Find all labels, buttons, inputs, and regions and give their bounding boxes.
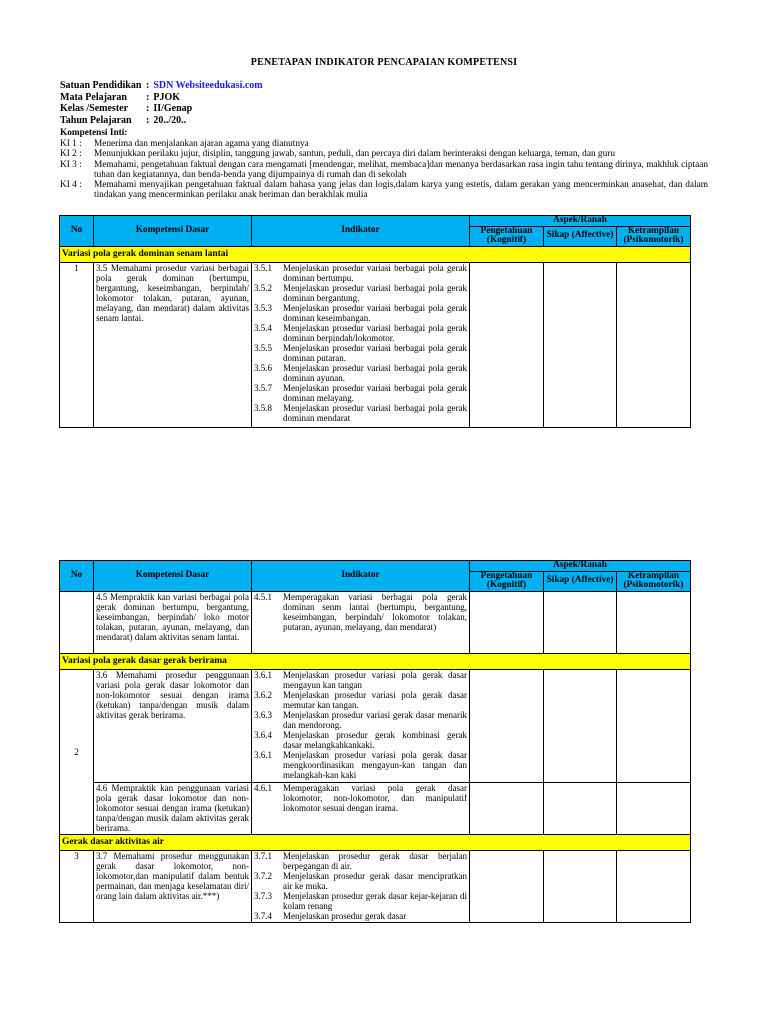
indikator-item <box>254 710 467 730</box>
ketrampilan-cell <box>617 850 691 922</box>
kd-cell: 4.6 Mempraktik kan penggunaan variasi pola gerak dasar lokomotor dan non-lokomotor sesuai dengan irama (ketukan) tanpa/dengan musik dalam aktivitas gerak berirama. <box>94 782 252 834</box>
ki-item <box>60 180 708 200</box>
indikator-item <box>254 363 467 383</box>
header-ketrampilan: Ketrampilan (Psikomotorik) <box>617 571 691 591</box>
indikator-number: 4.5.1 <box>254 591 272 602</box>
pengetahuan-cell <box>470 850 544 922</box>
kd-cell: 3.5 Memahami prosedur variasi berbagai pola gerak dominan (bertumpu, bergantung, keseimbangan, berpindah/ lokomotor tolakan, putaran, ayunan, melayang, dan mendarat) dalam aktivitas senam lantai. <box>94 262 252 427</box>
ki-item <box>60 139 708 149</box>
indikator-number: 3.5.4 <box>254 322 272 333</box>
header-aspek: Aspek/Ranah <box>470 561 691 572</box>
indikator-item <box>254 690 467 710</box>
indikator-number: 3.5.6 <box>254 362 272 373</box>
indikator-number: 3.5.1 <box>254 262 272 273</box>
indikator-text: Memperagakan variasi berbagai pola gerak dominan senm lantai (bertumpu, bergantung, keseimbangan, berpindah/ lokomotor tolakan, putaran, ayunan, melayang, dan mendarat) <box>283 591 467 632</box>
row-number <box>60 591 94 653</box>
indikator-number: 3.5.7 <box>254 382 272 393</box>
sikap-cell <box>544 591 617 653</box>
indikator-item <box>254 592 467 632</box>
info-row <box>60 115 263 127</box>
indikator-item <box>254 343 467 363</box>
kd-cell: 3.6 Memahami prosedur penggunaan variasi pola gerak dasar lokomotor dan non-lokomotor sesuai dengan irama (ketukan) tanpa/dengan musik dalam aktivitas gerak berirama. <box>94 669 252 782</box>
info-row <box>60 92 263 104</box>
row-number: 1 <box>60 262 94 427</box>
section-title: Variasi pola gerak dasar gerak berirama <box>60 653 691 669</box>
indikator-text: Menjelaskan prosedur variasi pola gerak dasar mengayun kan tangan <box>283 669 467 690</box>
header-kd: Kompetensi Dasar <box>94 216 252 247</box>
kompetensi-inti-block <box>60 128 708 200</box>
sikap-cell <box>544 669 617 782</box>
indikator-number: 3.5.3 <box>254 302 272 313</box>
indikator-number: 3.6.3 <box>254 709 272 720</box>
info-label: Satuan Pendidikan <box>60 80 142 91</box>
ki-code: KI 2 : <box>60 149 82 160</box>
indikator-text: Menjelaskan prosedur variasi berbagai pola gerak dominan melayang. <box>283 382 467 403</box>
row-number: 3 <box>60 850 94 922</box>
indikator-number: 3.5.8 <box>254 402 272 413</box>
row-number: 2 <box>60 669 94 834</box>
info-label: Mata Pelajaran <box>60 91 127 103</box>
indikator-text: Menjelaskan prosedur gerak dasar <box>283 910 407 921</box>
info-separator: : <box>146 114 150 126</box>
indikator-text: Menjelaskan prosedur gerak dasar kejar-kejaran di kolam renang <box>283 890 467 911</box>
pengetahuan-cell <box>470 669 544 782</box>
indikator-item <box>254 303 467 323</box>
ki-code: KI 1 : <box>60 139 82 150</box>
school-link[interactable]: SDN Websiteedukasi.com <box>153 80 263 91</box>
ki-text: Menunjukkan perilaku jujur, disiplin, tanggung jawab, santun, peduli, dan percaya diri dalam berinteraksi dengan keluarga, teman, dan guru <box>94 149 615 160</box>
header-pengetahuan: Pengetahuan (Kognitif) <box>470 226 544 246</box>
kd-cell: 3.7 Memahami prosedur menggunakan gerak dasar lokomotor, non-lokomotor,dan manipulatif dalam bentuk permainan, dan menjaga keselamatan diri/ orang lain dalam aktivitas air.***) <box>94 850 252 922</box>
indikator-item <box>254 670 467 690</box>
ki-text: Memahami menyajikan pengetahuan faktual dalam bahasa yang jelas dan logis,dalam karya yang estetis, dalam gerakan yang mencerminkan anasehat, dan dalam tindakan yang mencerminkan perilaku anak beriman dan berakhlak mulia <box>94 180 708 201</box>
indikator-text: Menjelaskan prosedur variasi berbagai pola gerak dominan mendarat <box>283 402 467 423</box>
sikap-cell <box>544 782 617 834</box>
header-sikap: Sikap (Affective) <box>544 571 617 591</box>
indikator-number: 3.6.2 <box>254 689 272 700</box>
indikator-cell <box>252 850 470 922</box>
indikator-cell <box>252 669 470 782</box>
indikator-text: Menjelaskan prosedur variasi gerak dasar menarik dan mendorong. <box>283 709 467 730</box>
header-kd: Kompetensi Dasar <box>94 561 252 592</box>
indikator-number: 3.5.2 <box>254 282 272 293</box>
indikator-text: Memperagakan variasi pola gerak dasar lokomotor, non-lokomotor, dan manipulatif lokomotor sesuai dengan irama. <box>283 782 467 813</box>
info-block <box>60 80 263 126</box>
info-row <box>60 80 263 92</box>
ketrampilan-cell <box>617 782 691 834</box>
header-ketrampilan: Ketrampilan (Psikomotorik) <box>617 226 691 246</box>
indikator-item <box>254 323 467 343</box>
indikator-number: 3.6.1 <box>254 669 272 680</box>
info-label: Tahun Pelajaran <box>60 114 132 126</box>
indikator-item <box>254 730 467 750</box>
indikator-item <box>254 871 467 891</box>
header-pengetahuan: Pengetahuan (Kognitif) <box>470 571 544 591</box>
pengetahuan-cell <box>470 262 544 427</box>
indikator-number: 3.7.3 <box>254 890 272 901</box>
indikator-number: 3.7.4 <box>254 910 272 921</box>
indikator-text: Menjelaskan prosedur variasi berbagai pola gerak dominan bergantung. <box>283 282 467 303</box>
indikator-cell <box>252 591 470 653</box>
indikator-text: Menjelaskan prosedur variasi berbagai pola gerak dominan berpindah/lokomotor. <box>283 322 467 343</box>
kd-cell: 4.5 Mempraktik kan variasi berbagai pola gerak dominan bertumpu, bergantung, keseimbangan, berpindah/ loko motor tolakan, putaran, ayunan, melayang, dan mendarat) dalam aktivitas senam lantai. <box>94 591 252 653</box>
indikator-item <box>254 750 467 780</box>
indikator-number: 3.7.1 <box>254 850 272 861</box>
info-separator: : <box>146 91 150 103</box>
indikator-item <box>254 851 467 871</box>
header-sikap: Sikap (Affective) <box>544 226 617 246</box>
header-indikator: Indikator <box>252 561 470 592</box>
indikator-text: Menjelaskan prosedur variasi pola gerak dasar memutar kan tangan. <box>283 689 467 710</box>
indikator-item <box>254 783 467 813</box>
document-title: PENETAPAN INDIKATOR PENCAPAIAN KOMPETENSI <box>250 57 518 68</box>
indikator-text: Menjelaskan prosedur variasi berbagai pola gerak dominan keseimbangan. <box>283 302 467 323</box>
indikator-cell <box>252 262 470 427</box>
ketrampilan-cell <box>617 669 691 782</box>
indikator-number: 3.7.2 <box>254 870 272 881</box>
indikator-text: Menjelaskan prosedur gerak dasar berjalan berpegangan di air. <box>283 850 467 871</box>
ki-text: Menerima dan menjalankan ajaran agama yang dianutnya <box>94 139 309 150</box>
header-no: No <box>60 561 94 592</box>
indikator-text: Menjelaskan prosedur variasi berbagai pola gerak dominan bertumpu. <box>283 262 467 283</box>
indikator-text: Menjelaskan prosedur variasi berbagai pola gerak dominan putaran. <box>283 342 467 363</box>
pengetahuan-cell <box>470 782 544 834</box>
header-no: No <box>60 216 94 247</box>
competency-table-1 <box>59 215 691 428</box>
ketrampilan-cell <box>617 262 691 427</box>
sikap-cell <box>544 850 617 922</box>
info-value: PJOK <box>153 91 181 103</box>
indikator-number: 3.5.5 <box>254 342 272 353</box>
info-separator: : <box>146 80 150 91</box>
sikap-cell <box>544 262 617 427</box>
ki-code: KI 4 : <box>60 180 82 191</box>
ki-text: Memahami, pengetahuan faktual dengan cara mengamati [mendengar, melihat, membaca]dan menanya berdasarkan rasa ingin tahu tentang dirinya, makhluk ciptaan tuhan dan kegiatannya, dan benda-benda yang dijumpainya di rumah dan di sekolah <box>94 159 708 180</box>
ki-item <box>60 160 708 180</box>
ki-item <box>60 149 708 159</box>
indikator-item <box>254 383 467 403</box>
info-separator: : <box>146 103 150 114</box>
indikator-item <box>254 283 467 303</box>
section-title: Gerak dasar aktivitas air <box>60 834 691 850</box>
indikator-number: 3.6.4 <box>254 729 272 740</box>
indikator-number: 4.6.1 <box>254 782 272 793</box>
section-title: Variasi pola gerak dominan senam lantai <box>60 246 691 262</box>
ki-list <box>60 139 708 200</box>
pengetahuan-cell <box>470 591 544 653</box>
ki-heading: Kompetensi Inti: <box>60 128 128 138</box>
info-value: II/Genap <box>153 103 193 114</box>
indikator-text: Menjelaskan prosedur gerak dasar mencipratkan air ke muka. <box>283 870 467 891</box>
ki-code: KI 3 : <box>60 159 82 170</box>
info-label: Kelas /Semester <box>60 103 129 114</box>
header-aspek: Aspek/Ranah <box>470 216 691 227</box>
indikator-cell <box>252 782 470 834</box>
indikator-item <box>254 891 467 911</box>
competency-table-2 <box>59 560 691 923</box>
indikator-item <box>254 263 467 283</box>
indikator-item <box>254 911 467 921</box>
indikator-text: Menjelaskan prosedur gerak kombinasi gerak dasar melangkahkankaki. <box>283 729 467 750</box>
indikator-text: Menjelaskan prosedur variasi pola gerak dasar mengkoordinasikan mengayun-kan tangan dan melangkah-kan kaki <box>283 749 467 780</box>
indikator-number: 3.6.1 <box>254 749 272 760</box>
indikator-text: Menjelaskan prosedur variasi berbagai pola gerak dominan ayunan. <box>283 362 467 383</box>
info-value: 20../20.. <box>153 114 187 126</box>
ketrampilan-cell <box>617 591 691 653</box>
info-row <box>60 103 263 115</box>
header-indikator: Indikator <box>252 216 470 247</box>
indikator-item <box>254 403 467 423</box>
